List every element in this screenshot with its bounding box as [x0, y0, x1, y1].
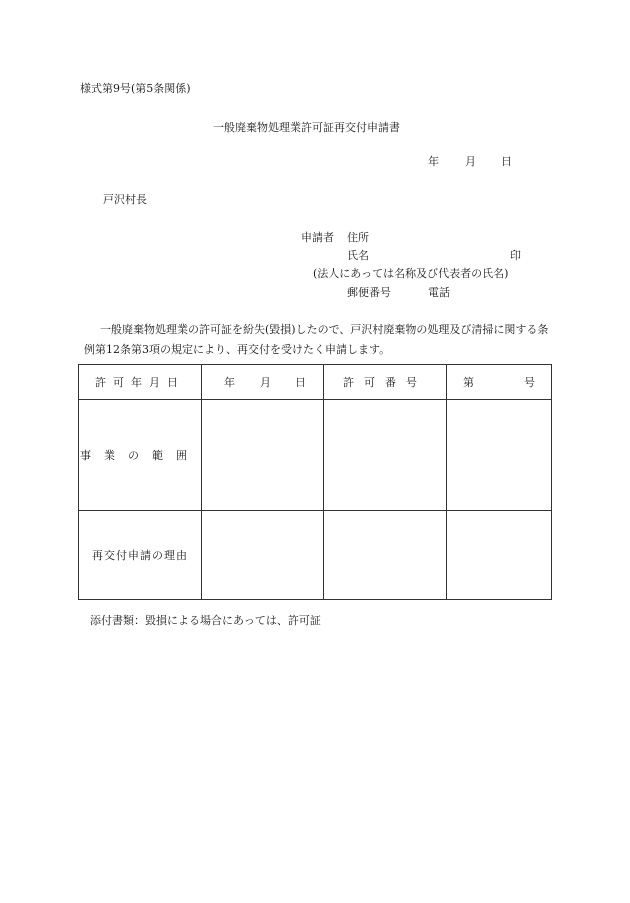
- form-number: 様式第9号(第5条関係): [80, 82, 191, 95]
- permit-number-prefix: 第: [463, 376, 474, 389]
- reason-cell: [324, 511, 447, 600]
- permit-date-day: 日: [295, 376, 306, 389]
- phone-label: 電話: [428, 286, 450, 299]
- reason-cell: [202, 511, 324, 600]
- permit-table: [78, 364, 552, 600]
- date-year: 年: [428, 155, 439, 168]
- permit-number-header: 許可番号: [324, 365, 447, 400]
- permit-date-year: 年: [224, 376, 235, 389]
- address-label: 住所: [347, 231, 369, 244]
- attachment-note: 添付書類：毀損による場合にあっては、許可証: [90, 614, 321, 627]
- date-day: 日: [501, 155, 512, 168]
- reason-cell: [447, 511, 552, 600]
- addressee: 戸沢村長: [103, 193, 147, 206]
- date-month: 月: [465, 155, 476, 168]
- table-row: [79, 365, 552, 400]
- corporate-note: (法人にあっては名称及び代表者の氏名): [313, 267, 509, 280]
- business-scope-cell: [447, 400, 552, 511]
- applicant-label: 申請者: [301, 231, 334, 244]
- business-scope-cell: [324, 400, 447, 511]
- table-row: [79, 511, 552, 600]
- name-label: 氏名: [347, 249, 369, 262]
- permit-number-value: [447, 365, 552, 400]
- document-title: 一般廃棄物処理業許可証再交付申請書: [213, 121, 400, 134]
- permit-date-month: 月: [260, 376, 271, 389]
- table-row: [79, 400, 552, 511]
- seal-mark: 印: [510, 249, 521, 262]
- application-statement: 一般廃棄物処理業の許可証を紛失(毀損)したので、戸沢村廃棄物の処理及び清掃に関する条例第12条第3項の規定により、再交付を受けたく申請します。: [84, 323, 549, 356]
- reason-header: 再交付申請の理由: [79, 511, 202, 600]
- business-scope-cell: [202, 400, 324, 511]
- business-scope-header: 事業の範囲: [79, 400, 202, 511]
- permit-number-suffix: 号: [524, 376, 535, 389]
- permit-date-value: [202, 365, 324, 400]
- permit-date-header: 許可年月日: [79, 365, 202, 400]
- postal-label: 郵便番号: [347, 286, 391, 299]
